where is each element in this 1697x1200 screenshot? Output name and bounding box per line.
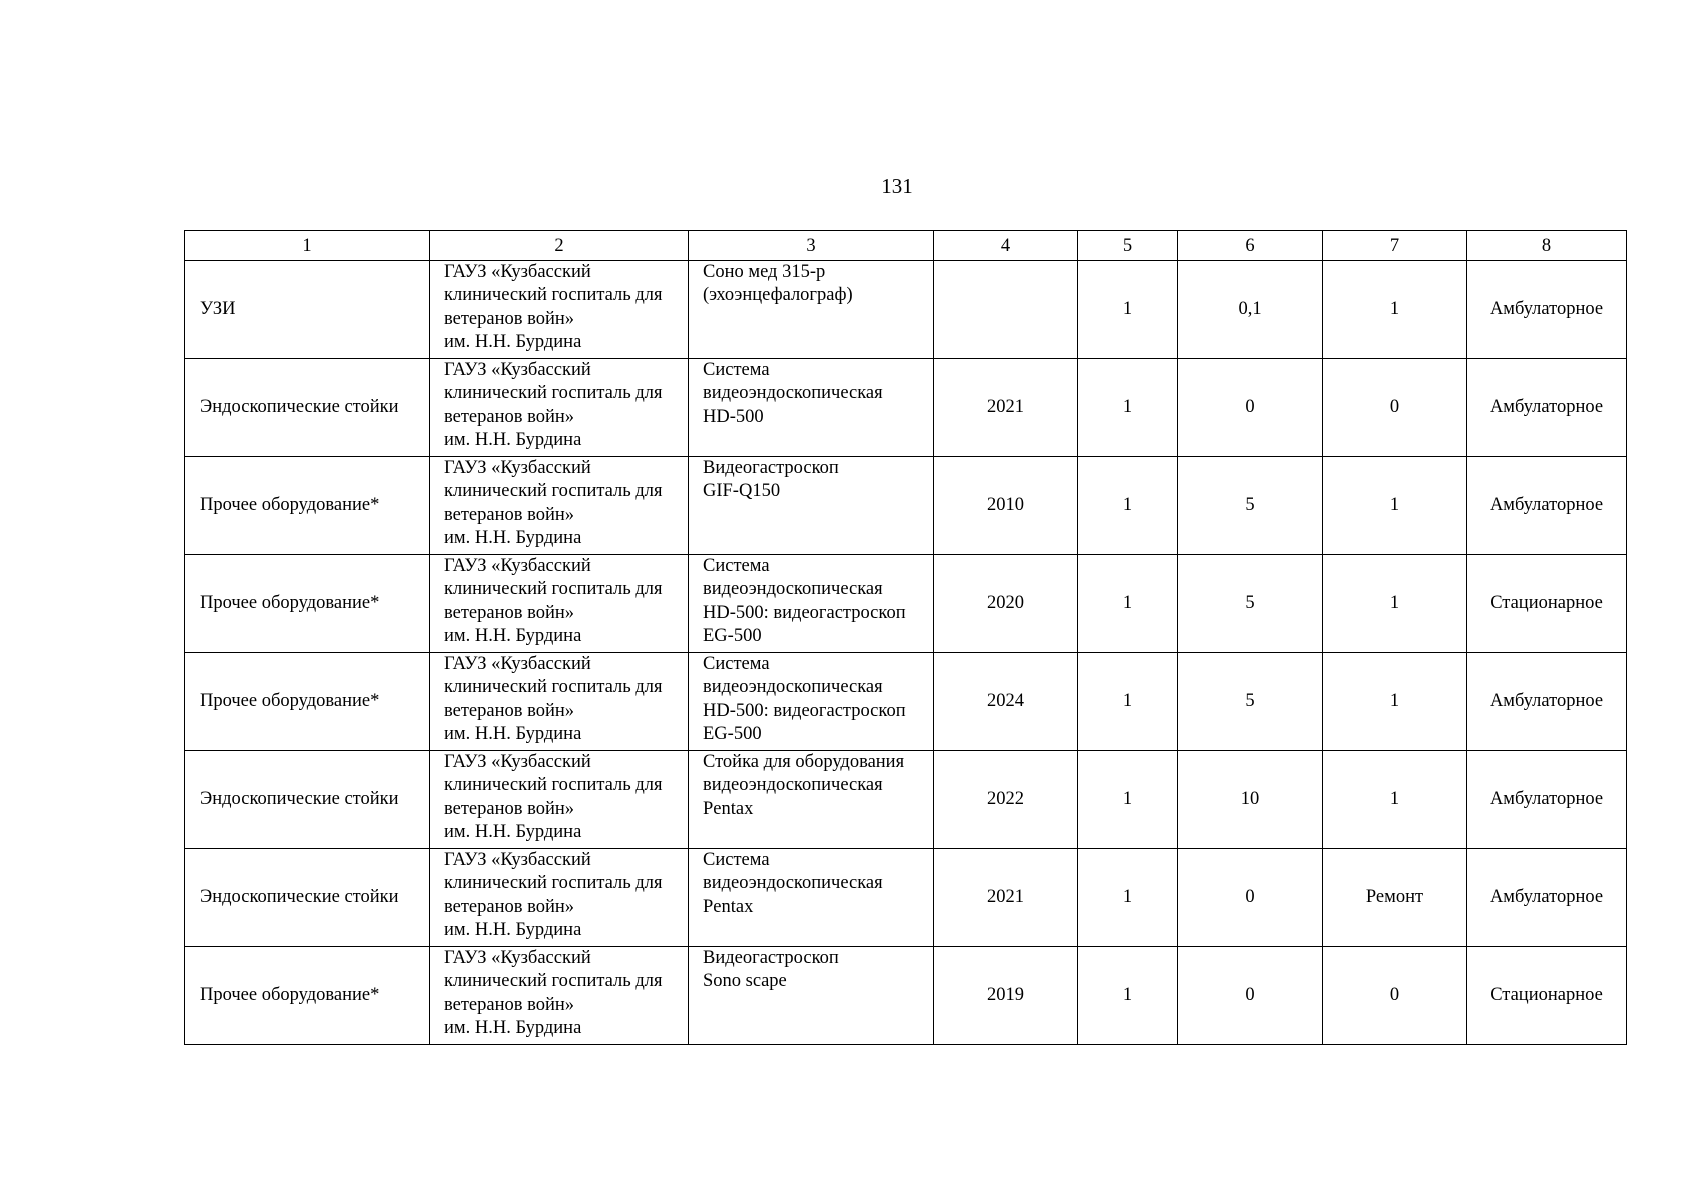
cell-equipment-name-text: Видеогастроскоп Sono scape bbox=[703, 948, 839, 992]
cell-organization bbox=[430, 555, 689, 653]
cell-organization bbox=[430, 653, 689, 751]
cell-year-text: 2021 bbox=[987, 886, 1024, 907]
cell-organization-text: ГАУЗ «Кузбасский клинический госпиталь для ветеранов войн» им. Н.Н. Бурдина bbox=[444, 360, 663, 450]
cell-count bbox=[1078, 849, 1178, 947]
table-row bbox=[185, 751, 1627, 849]
cell-year bbox=[934, 457, 1078, 555]
table-row bbox=[185, 261, 1627, 359]
cell-mode bbox=[1467, 555, 1627, 653]
cell-wear bbox=[1178, 751, 1323, 849]
cell-year bbox=[934, 751, 1078, 849]
column-header: 4 bbox=[934, 231, 1078, 261]
cell-equipment-name-text: Система видеоэндоскопическая Pentax bbox=[703, 850, 883, 917]
cell-year-text: 2019 bbox=[987, 984, 1024, 1005]
cell-equipment-type-text: Эндоскопические стойки bbox=[200, 788, 399, 809]
cell-equipment-type bbox=[185, 457, 430, 555]
cell-organization bbox=[430, 751, 689, 849]
cell-equipment-type bbox=[185, 751, 430, 849]
cell-wear-text: 5 bbox=[1245, 592, 1255, 613]
cell-equipment-name bbox=[689, 359, 934, 457]
cell-mode-text: Амбулаторное bbox=[1489, 690, 1604, 711]
cell-organization-text: ГАУЗ «Кузбасский клинический госпиталь для ветеранов войн» им. Н.Н. Бурдина bbox=[444, 556, 663, 646]
cell-organization bbox=[430, 359, 689, 457]
cell-count-text: 1 bbox=[1122, 886, 1133, 907]
cell-count bbox=[1078, 653, 1178, 751]
cell-wear-text: 5 bbox=[1245, 690, 1255, 711]
cell-equipment-type-text: Эндоскопические стойки bbox=[200, 886, 399, 907]
cell-status-text: 0 bbox=[1389, 396, 1400, 417]
cell-mode bbox=[1467, 849, 1627, 947]
cell-year-text: 2020 bbox=[987, 592, 1024, 613]
cell-equipment-type bbox=[185, 261, 430, 359]
cell-organization-text: ГАУЗ «Кузбасский клинический госпиталь для ветеранов войн» им. Н.Н. Бурдина bbox=[444, 948, 663, 1038]
cell-wear bbox=[1178, 555, 1323, 653]
cell-status bbox=[1323, 555, 1467, 653]
cell-organization-text: ГАУЗ «Кузбасский клинический госпиталь для ветеранов войн» им. Н.Н. Бурдина bbox=[444, 850, 663, 940]
cell-equipment-name bbox=[689, 653, 934, 751]
cell-status bbox=[1323, 947, 1467, 1045]
cell-organization-text: ГАУЗ «Кузбасский клинический госпиталь для ветеранов войн» им. Н.Н. Бурдина bbox=[444, 752, 663, 842]
cell-mode-text: Амбулаторное bbox=[1489, 886, 1604, 907]
cell-wear-text: 0 bbox=[1245, 396, 1255, 417]
cell-organization bbox=[430, 947, 689, 1045]
cell-equipment-type-text: Прочее оборудование* bbox=[200, 494, 380, 515]
cell-year-text: 2021 bbox=[987, 396, 1024, 417]
cell-equipment-type-text: Прочее оборудование* bbox=[200, 592, 380, 613]
cell-count-text: 1 bbox=[1122, 592, 1133, 613]
cell-equipment-name bbox=[689, 457, 934, 555]
column-header: 3 bbox=[689, 231, 934, 261]
cell-mode-text: Амбулаторное bbox=[1489, 494, 1604, 515]
cell-year bbox=[934, 947, 1078, 1045]
cell-mode bbox=[1467, 457, 1627, 555]
cell-wear bbox=[1178, 457, 1323, 555]
cell-mode-text: Амбулаторное bbox=[1489, 396, 1604, 417]
cell-count-text: 1 bbox=[1122, 494, 1133, 515]
cell-year bbox=[934, 653, 1078, 751]
column-header: 6 bbox=[1178, 231, 1323, 261]
cell-mode bbox=[1467, 261, 1627, 359]
cell-status bbox=[1323, 457, 1467, 555]
cell-organization-text: ГАУЗ «Кузбасский клинический госпиталь для ветеранов войн» им. Н.Н. Бурдина bbox=[444, 458, 663, 548]
cell-count-text: 1 bbox=[1122, 788, 1133, 809]
cell-count-text: 1 bbox=[1122, 396, 1133, 417]
cell-count bbox=[1078, 359, 1178, 457]
cell-status-text: 1 bbox=[1389, 298, 1400, 319]
cell-count bbox=[1078, 751, 1178, 849]
table-row bbox=[185, 359, 1627, 457]
cell-status bbox=[1323, 653, 1467, 751]
cell-equipment-type-text: Прочее оборудование* bbox=[200, 690, 380, 711]
cell-status-text: 1 bbox=[1389, 690, 1400, 711]
cell-equipment-name bbox=[689, 261, 934, 359]
cell-equipment-type bbox=[185, 947, 430, 1045]
cell-mode bbox=[1467, 653, 1627, 751]
cell-wear bbox=[1178, 947, 1323, 1045]
cell-equipment-name-text: Система видеоэндоскопическая HD-500: видеогастроскоп EG-500 bbox=[703, 654, 906, 744]
cell-status-text: 1 bbox=[1389, 494, 1400, 515]
cell-wear bbox=[1178, 261, 1323, 359]
cell-count bbox=[1078, 457, 1178, 555]
cell-equipment-name bbox=[689, 555, 934, 653]
cell-equipment-type-text: Прочее оборудование* bbox=[200, 984, 380, 1005]
cell-wear bbox=[1178, 653, 1323, 751]
table-header-row bbox=[185, 231, 1627, 261]
cell-status-text: Ремонт bbox=[1365, 886, 1424, 907]
table-row bbox=[185, 555, 1627, 653]
cell-wear-text: 5 bbox=[1245, 494, 1255, 515]
cell-equipment-name-text: Система видеоэндоскопическая HD-500: видеогастроскоп EG-500 bbox=[703, 556, 906, 646]
cell-equipment-type-text: Эндоскопические стойки bbox=[200, 396, 399, 417]
cell-count-text: 1 bbox=[1122, 984, 1133, 1005]
cell-year bbox=[934, 849, 1078, 947]
cell-organization-text: ГАУЗ «Кузбасский клинический госпиталь для ветеранов войн» им. Н.Н. Бурдина bbox=[444, 654, 663, 744]
cell-status-text: 1 bbox=[1389, 592, 1400, 613]
cell-count bbox=[1078, 947, 1178, 1045]
cell-year bbox=[934, 555, 1078, 653]
cell-status bbox=[1323, 261, 1467, 359]
cell-wear bbox=[1178, 359, 1323, 457]
cell-wear-text: 0 bbox=[1245, 886, 1255, 907]
cell-organization bbox=[430, 457, 689, 555]
cell-mode-text: Амбулаторное bbox=[1489, 788, 1604, 809]
cell-equipment-type bbox=[185, 653, 430, 751]
cell-mode bbox=[1467, 751, 1627, 849]
cell-wear bbox=[1178, 849, 1323, 947]
cell-status-text: 1 bbox=[1389, 788, 1400, 809]
cell-year-text: 2022 bbox=[987, 788, 1024, 809]
cell-status bbox=[1323, 751, 1467, 849]
table-row bbox=[185, 849, 1627, 947]
cell-count bbox=[1078, 261, 1178, 359]
cell-equipment-name bbox=[689, 947, 934, 1045]
equipment-table bbox=[184, 230, 1627, 1045]
cell-equipment-name bbox=[689, 751, 934, 849]
cell-organization bbox=[430, 849, 689, 947]
cell-status-text: 0 bbox=[1389, 984, 1400, 1005]
cell-year-text: 2024 bbox=[987, 690, 1024, 711]
cell-status bbox=[1323, 849, 1467, 947]
cell-wear-text: 0 bbox=[1245, 984, 1255, 1005]
table-row bbox=[185, 457, 1627, 555]
cell-mode-text: Стационарное bbox=[1490, 984, 1603, 1005]
cell-organization-text: ГАУЗ «Кузбасский клинический госпиталь для ветеранов войн» им. Н.Н. Бурдина bbox=[444, 262, 663, 352]
table-row bbox=[185, 947, 1627, 1045]
column-header: 2 bbox=[430, 231, 689, 261]
cell-equipment-name-text: Соно мед 315-р (эхоэнцефалограф) bbox=[703, 262, 853, 306]
cell-mode-text: Амбулаторное bbox=[1489, 298, 1604, 319]
cell-wear-text: 10 bbox=[1240, 788, 1260, 809]
cell-equipment-type bbox=[185, 555, 430, 653]
cell-count-text: 1 bbox=[1122, 690, 1133, 711]
cell-equipment-name-text: Система видеоэндоскопическая HD-500 bbox=[703, 360, 883, 427]
cell-mode-text: Стационарное bbox=[1490, 592, 1603, 613]
cell-wear-text: 0,1 bbox=[1238, 298, 1262, 319]
cell-equipment-name bbox=[689, 849, 934, 947]
table-row bbox=[185, 653, 1627, 751]
column-header: 5 bbox=[1078, 231, 1178, 261]
cell-status bbox=[1323, 359, 1467, 457]
cell-organization bbox=[430, 261, 689, 359]
cell-equipment-type bbox=[185, 849, 430, 947]
column-header: 1 bbox=[185, 231, 430, 261]
column-header: 7 bbox=[1323, 231, 1467, 261]
cell-count-text: 1 bbox=[1122, 298, 1133, 319]
cell-mode bbox=[1467, 359, 1627, 457]
cell-mode bbox=[1467, 947, 1627, 1045]
page-number: 131 bbox=[881, 174, 913, 198]
cell-equipment-name-text: Стойка для оборудования видеоэндоскопическая Pentax bbox=[703, 752, 905, 819]
cell-equipment-type bbox=[185, 359, 430, 457]
cell-equipment-name-text: Видеогастроскоп GIF-Q150 bbox=[703, 458, 839, 502]
cell-equipment-type-text: УЗИ bbox=[200, 298, 236, 319]
cell-year bbox=[934, 359, 1078, 457]
cell-year-text: 2010 bbox=[987, 494, 1024, 515]
column-header: 8 bbox=[1467, 231, 1627, 261]
cell-count bbox=[1078, 555, 1178, 653]
cell-year bbox=[934, 261, 1078, 359]
